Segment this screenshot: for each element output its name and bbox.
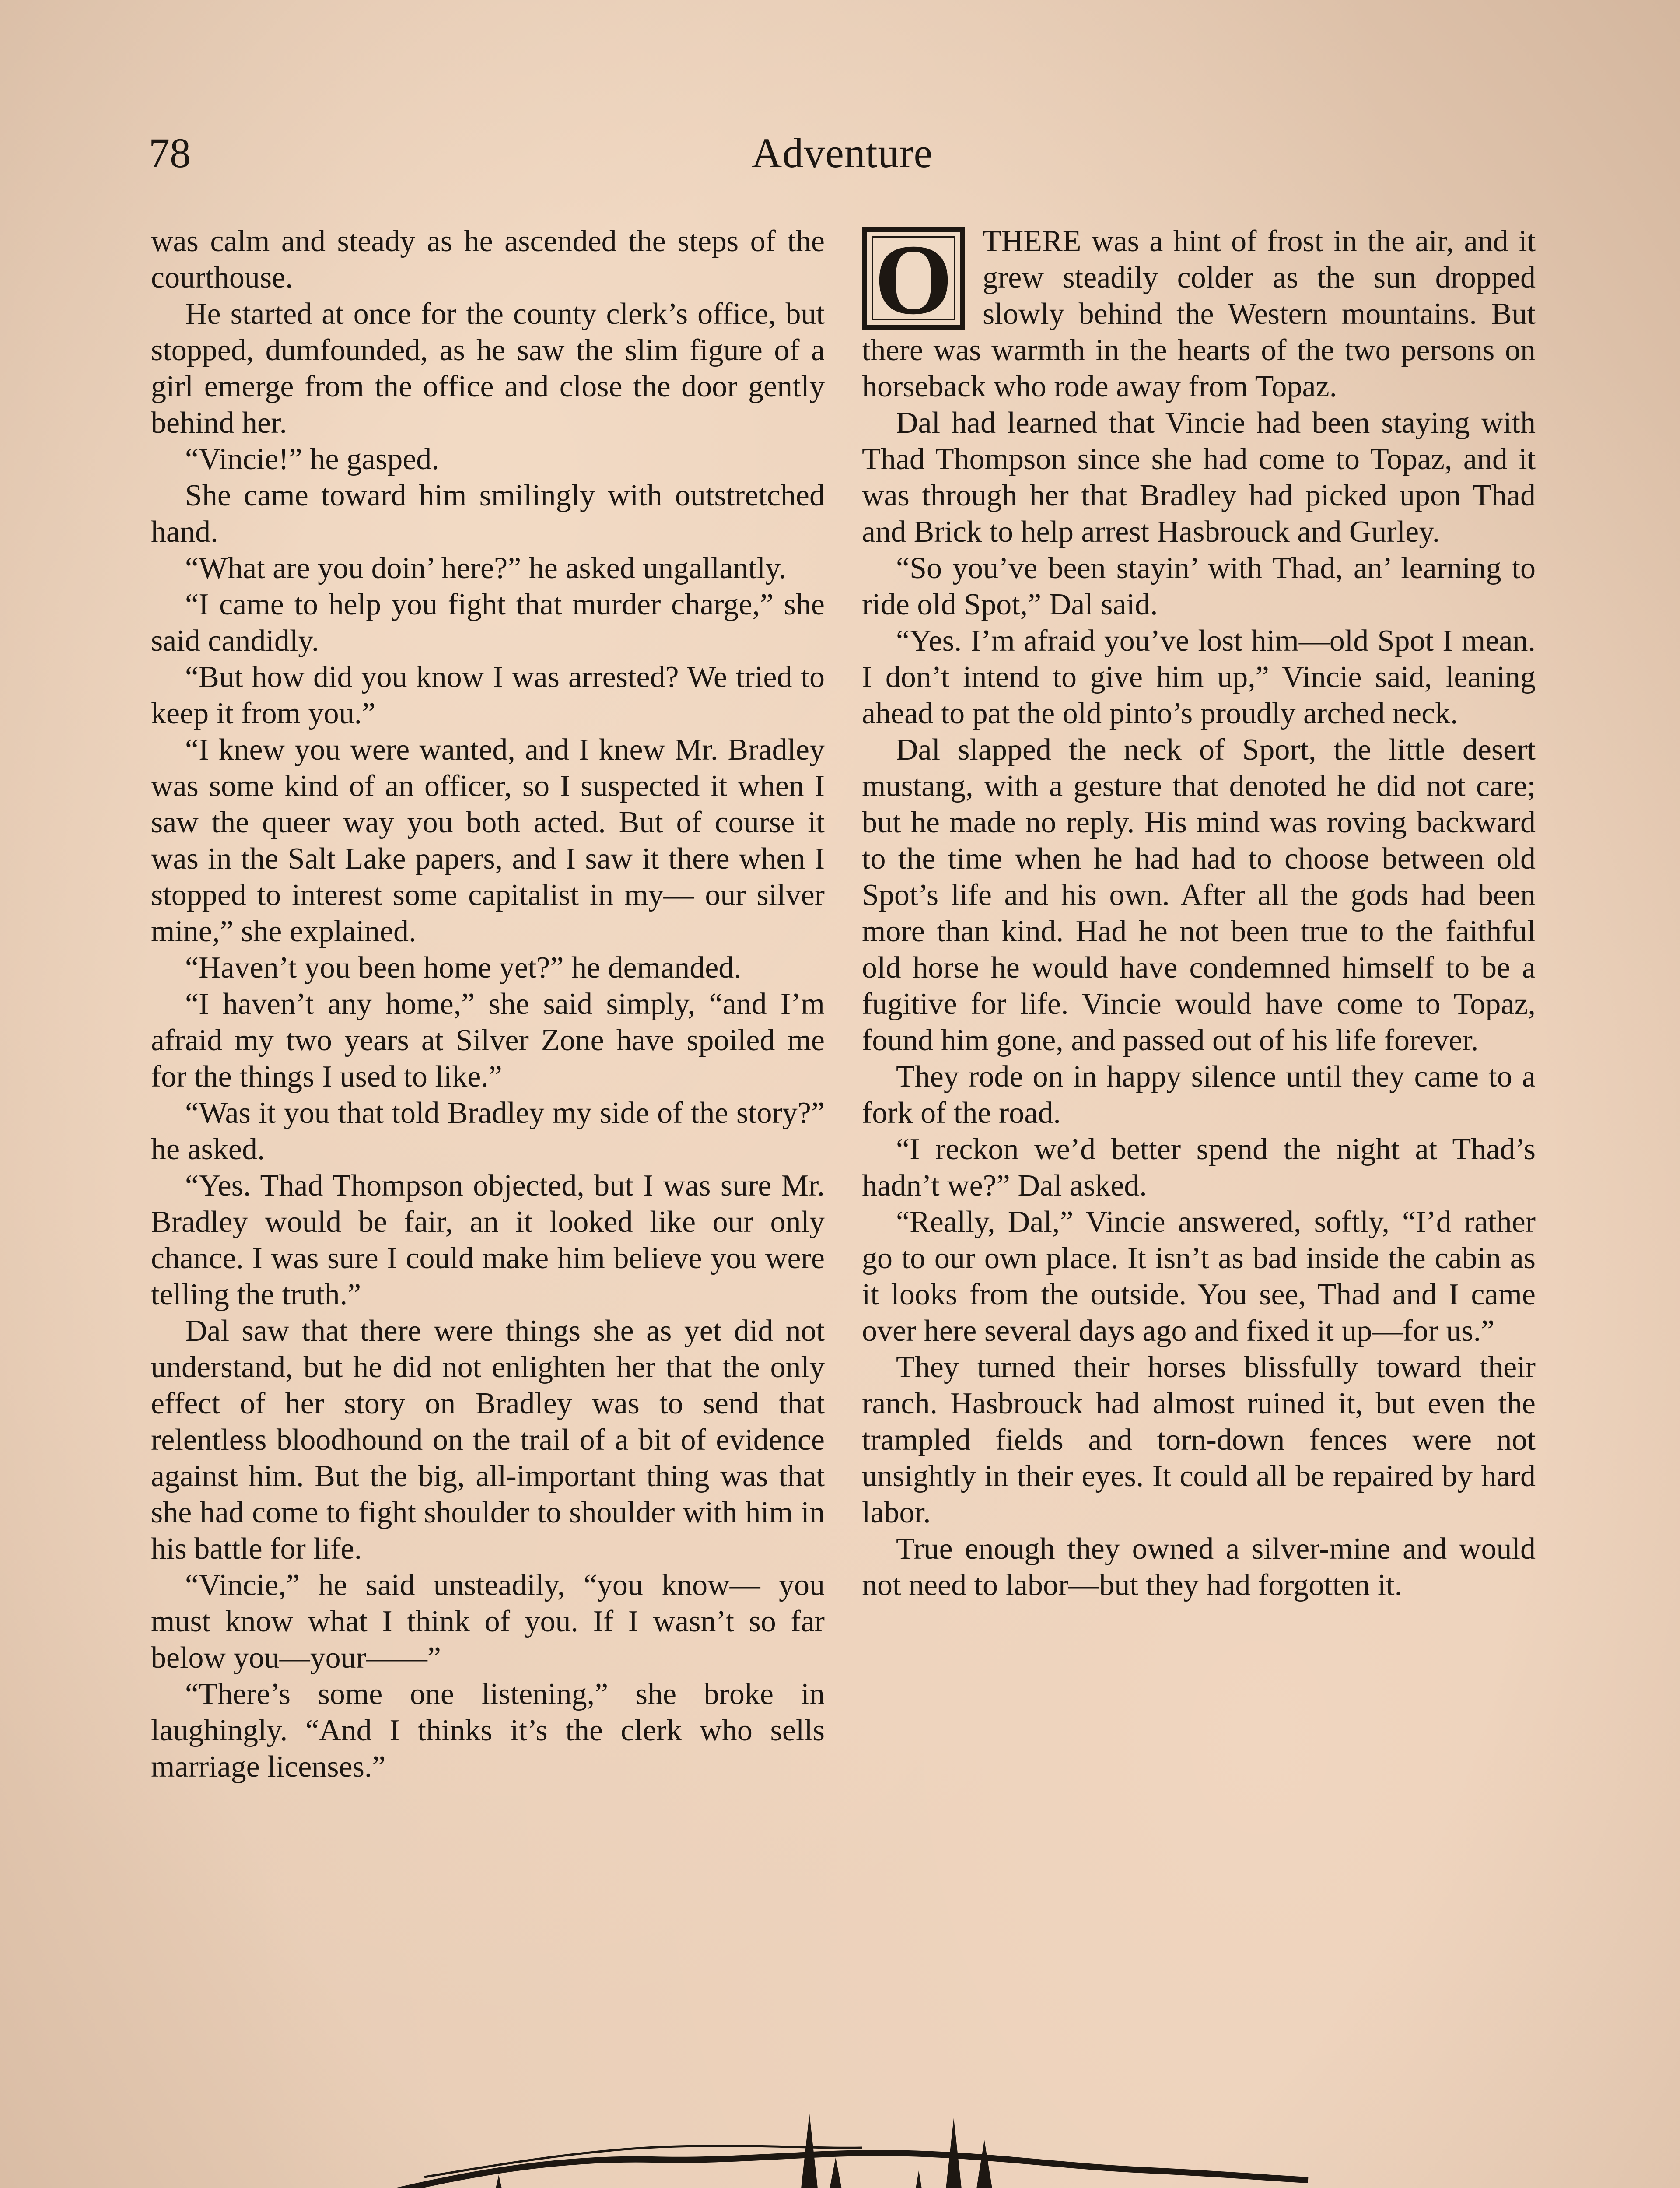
paragraph: “What are you doin’ here?” he asked ungallantly. — [185, 551, 787, 585]
paragraph: was calm and steady as he ascended the steps of the courthouse. — [151, 224, 825, 295]
paragraph: “There’s some one listening,” she broke in laughingly. “And I thinks it’s the clerk who sells marriage licenses.” — [151, 1677, 825, 1784]
paragraph: Dal had learned that Vincie had been staying with Thad Thompson since she had come to Topaz, and it was through her that Bradley had picked upon Thad and Brick to help arrest Hasbrouck and Gurley. — [862, 406, 1536, 549]
paragraph: She came toward him smilingly with outstretched hand. — [151, 479, 825, 549]
paragraph: Dal slapped the neck of Sport, the little desert mustang, with a gesture that denoted he did not care; but he made no reply. His mind was roving backward to the time when he had had to choose between old Spot’s life and his own. After all the gods had been more than kind. Had he not been true to the faithful old horse he would have condemned himself to be a fugitive for life. Vincie would have come to Topaz, found him gone, and passed out of his life forever. — [862, 733, 1536, 1057]
left-column — [151, 223, 825, 1785]
tree — [481, 2175, 516, 2188]
page-header — [144, 127, 1540, 193]
drop-cap-letter: O — [874, 224, 953, 335]
paragraph: True enough they owned a silver-mine and would not need to labor—but they had forgotten it. — [862, 1532, 1536, 1602]
drop-cap-frame — [862, 224, 965, 335]
paragraph: He started at once for the county clerk’s office, but stopped, dumfounded, as he saw the slim figure of a girl emerge from the office and close the door gently behind her. — [151, 297, 825, 440]
opening-paragraph: THERE was a hint of frost in the air, and it grew steadily colder as the sun dropped slowly behind the Western mountains. But there was warmth in the hearts of the two persons on horseback who rode away from Topaz. — [862, 224, 1536, 403]
paragraph: “Vincie!” he gasped. — [185, 442, 439, 476]
paragraph: “Haven’t you been home yet?” he demanded. — [185, 951, 742, 985]
paragraph: “Was it you that told Bradley my side of the story?” he asked. — [151, 1096, 825, 1166]
paragraph: “I reckon we’d better spend the night at Thad’s hadn’t we?” Dal asked. — [862, 1133, 1536, 1203]
paragraph: They rode on in happy silence until they came to a fork of the road. — [862, 1060, 1536, 1130]
paragraph: “I came to help you fight that murder charge,” she said candidly. — [151, 588, 825, 658]
tree — [814, 2157, 858, 2188]
paragraph: “Really, Dal,” Vincie answered, softly, “I’d rather go to our own place. It isn’t as bad inside the cabin as it looks from the outside. You see, Thad and I came over here several days ago and fixed it up—for us.” — [862, 1205, 1536, 1348]
page-number: 78 — [149, 130, 191, 176]
paragraph: “But how did you know I was arrested? We tried to keep it from you.” — [151, 660, 825, 730]
magazine-title: Adventure — [751, 130, 933, 176]
tree — [901, 2170, 936, 2188]
paragraph: “Yes. I’m afraid you’ve lost him—old Spot I mean. I don’t intend to give him up,” Vincie said, leaning ahead to pat the old pinto’s proudly arched neck. — [862, 624, 1536, 730]
paragraph: “Yes. Thad Thompson objected, but I was sure Mr. Bradley would be fair, an it looked like our only chance. I was sure I could make him believe you were telling the truth.” — [151, 1169, 825, 1311]
tree — [792, 2114, 827, 2188]
tree — [962, 2140, 1006, 2188]
paragraph: They turned their horses blissfully toward their ranch. Hasbrouck had almost ruined it, but even the trampled fields and torn-down fences were not unsightly in their eyes. It could all be repaired by hard labor. — [862, 1350, 1536, 1529]
paragraph: Dal saw that there were things she as yet did not understand, but he did not enlighten her that the only effect of her story on Bradley was to send that relentless bloodhound on the trail of a bit of evidence against him. But the big, all-important thing was that she had come to fight shoulder to shoulder with him in his battle for life. — [151, 1314, 825, 1566]
landscape-illustration — [372, 2065, 1317, 2188]
paragraph: “Vincie,” he said unsteadily, “you know— you must know what I think of you. If I wasn’t so far below you—your——” — [151, 1568, 825, 1675]
paragraph: “I knew you were wanted, and I knew Mr. Bradley was some kind of an officer, so I suspected it when I saw the queer way you both acted. But of course it was in the Salt Lake papers, and I saw it there when I stopped to interest some capitalist in my— our silver mine,” she explained. — [151, 733, 825, 948]
drop-cap — [862, 224, 971, 335]
paragraph: “I haven’t any home,” she said simply, “and I’m afraid my two years at Silver Zone have spoiled me for the things I used to like.” — [151, 987, 825, 1094]
right-column — [862, 223, 1536, 1603]
paragraph: “So you’ve been stayin’ with Thad, an’ learning to ride old Spot,” Dal said. — [862, 551, 1536, 621]
